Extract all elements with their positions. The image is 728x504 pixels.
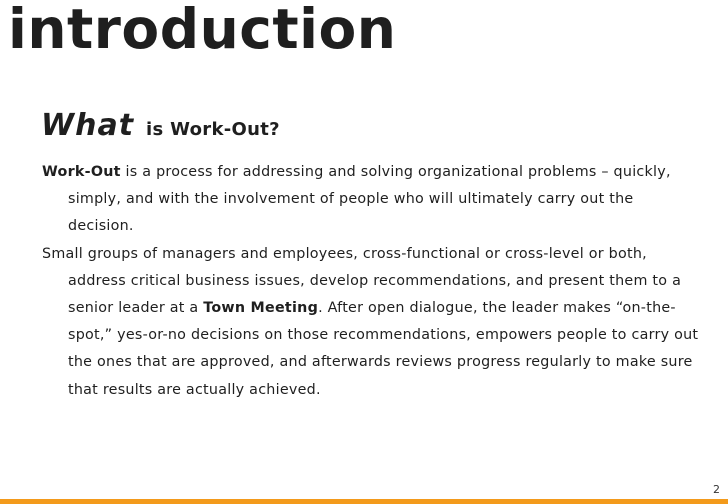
slide-title: introduction xyxy=(8,0,397,61)
paragraph-process-text-before: Small groups of managers and employees, cross-functional or cross-level or both, address critical business issues, develop recommendations, and present them to a senior leader at a xyxy=(42,245,682,317)
page-number: 2 xyxy=(713,483,720,496)
subheading-text: is Work-Out? xyxy=(146,119,280,140)
term-work-out: Work-Out xyxy=(42,164,121,180)
paragraph-definition xyxy=(42,159,702,241)
paragraph-process xyxy=(42,241,702,404)
term-town-meeting: Town Meeting xyxy=(203,300,319,317)
paragraph-process-text-after: . After open dialogue, the leader makes “on-the-spot,” yes-or-no decisions on those recommendations, empowers people to carry out the ones that are approved, and afterwards reviews progress regularly to make sure that results are actually achieved. xyxy=(68,300,699,398)
paragraph-definition-text: is a process for addressing and solving organizational problems – quickly, simply, and with the involvement of people who will ultimately carry out the decision. xyxy=(68,164,671,235)
body-text xyxy=(42,159,702,404)
accent-bar xyxy=(0,499,728,504)
subheading xyxy=(41,106,280,146)
subheading-emphasis: What xyxy=(41,108,135,143)
